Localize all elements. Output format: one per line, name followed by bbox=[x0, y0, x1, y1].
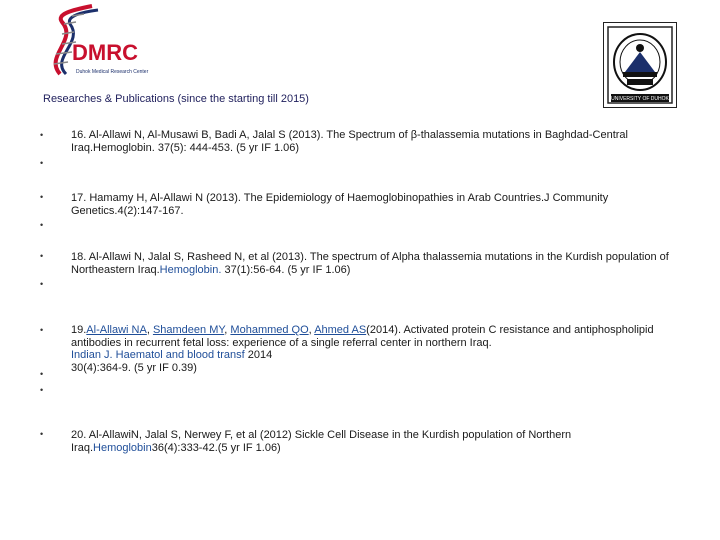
publication-item bbox=[71, 251, 676, 276]
publication-text: 17. Hamamy H, Al-Allawi N (2013). The Epidemiology of Haemoglobinopathies in Arab Countries.J Community Genetics.4(2):147-167. bbox=[71, 192, 609, 217]
publication-text: 20. Al-AllawiN, Jalal S, Nerwey F, et al (2012) Sickle Cell Disease in the Kurdish population of Northern Iraq. bbox=[71, 429, 572, 454]
bullet-marker: • bbox=[40, 251, 44, 261]
bullet-marker: • bbox=[40, 325, 44, 335]
author-link[interactable]: Al-Allawi NA bbox=[86, 324, 147, 336]
bullet-marker: • bbox=[40, 385, 44, 395]
publication-year: 2014 bbox=[244, 349, 273, 361]
page-heading: Researches & Publications (since the starting till 2015) bbox=[43, 93, 309, 105]
publication-text: (2014). Activated protein C resistance and antiphospholipid antibodies in recurrent fetal loss: experience of a single referral center in northern Iraq. bbox=[71, 324, 654, 349]
bullet-marker: • bbox=[40, 429, 44, 439]
journal-name: Hemoglobin. bbox=[159, 263, 222, 276]
publication-citation: 30(4):364-9. (5 yr IF 0.39) bbox=[71, 361, 197, 374]
publication-item: 19.Al-Allawi NA, Shamdeen MY, Mohammed QO, Ahmed AS(2014). Activated protein C resistance and antiphospholipid antibodies in recurrent fetal loss: experience of a single referral center in northern Iraq. Indian J. Haematol and blood transf 2014 30(4):364-9. (5 yr IF 0.39) bbox=[71, 324, 654, 374]
bullet-marker: • bbox=[40, 158, 44, 168]
publication-item bbox=[71, 429, 676, 454]
dmrc-logo-subtitle: Duhok Medical Research Center bbox=[76, 69, 149, 75]
publication-item bbox=[71, 129, 676, 154]
dmrc-logo-text: DMRC bbox=[72, 40, 138, 65]
dmrc-logo bbox=[42, 4, 154, 82]
author-link[interactable]: Ahmed AS bbox=[314, 324, 367, 336]
publication-item bbox=[71, 192, 676, 217]
journal-name: Indian J. Haematol and blood transf bbox=[71, 349, 245, 361]
publication-number: 19. bbox=[71, 324, 87, 336]
journal-name: Hemoglobin bbox=[93, 441, 152, 454]
publication-citation: 37(1):56-64. (5 yr IF 1.06) bbox=[221, 263, 351, 276]
publication-text: 18. Al-Allawi N, Jalal S, Rasheed N, et al (2013). The spectrum of Alpha thalassemia mutations in the Kurdish population of Northeastern Iraq. bbox=[71, 251, 669, 276]
bullet-marker: • bbox=[40, 279, 44, 289]
bullet-marker: • bbox=[40, 192, 44, 202]
university-logo-text: UNIVERSITY OF DUHOK bbox=[611, 96, 669, 102]
publication-text: 16. Al-Allawi N, Al-Musawi B, Badi A, Jalal S (2013). The Spectrum of β-thalassemia mutations in Baghdad-Central Iraq.Hemoglobin. 37(5): 444-453. (5 yr IF 1.06) bbox=[71, 129, 628, 154]
bullet-marker: • bbox=[40, 130, 44, 140]
bullet-marker: • bbox=[40, 369, 44, 379]
publication-citation: 36(4):333-42.(5 yr IF 1.06) bbox=[151, 441, 281, 454]
bullet-marker: • bbox=[40, 220, 44, 230]
author-link[interactable]: Shamdeen MY bbox=[152, 324, 225, 336]
university-logo bbox=[603, 22, 677, 108]
author-link[interactable]: Mohammed QO bbox=[230, 324, 309, 336]
